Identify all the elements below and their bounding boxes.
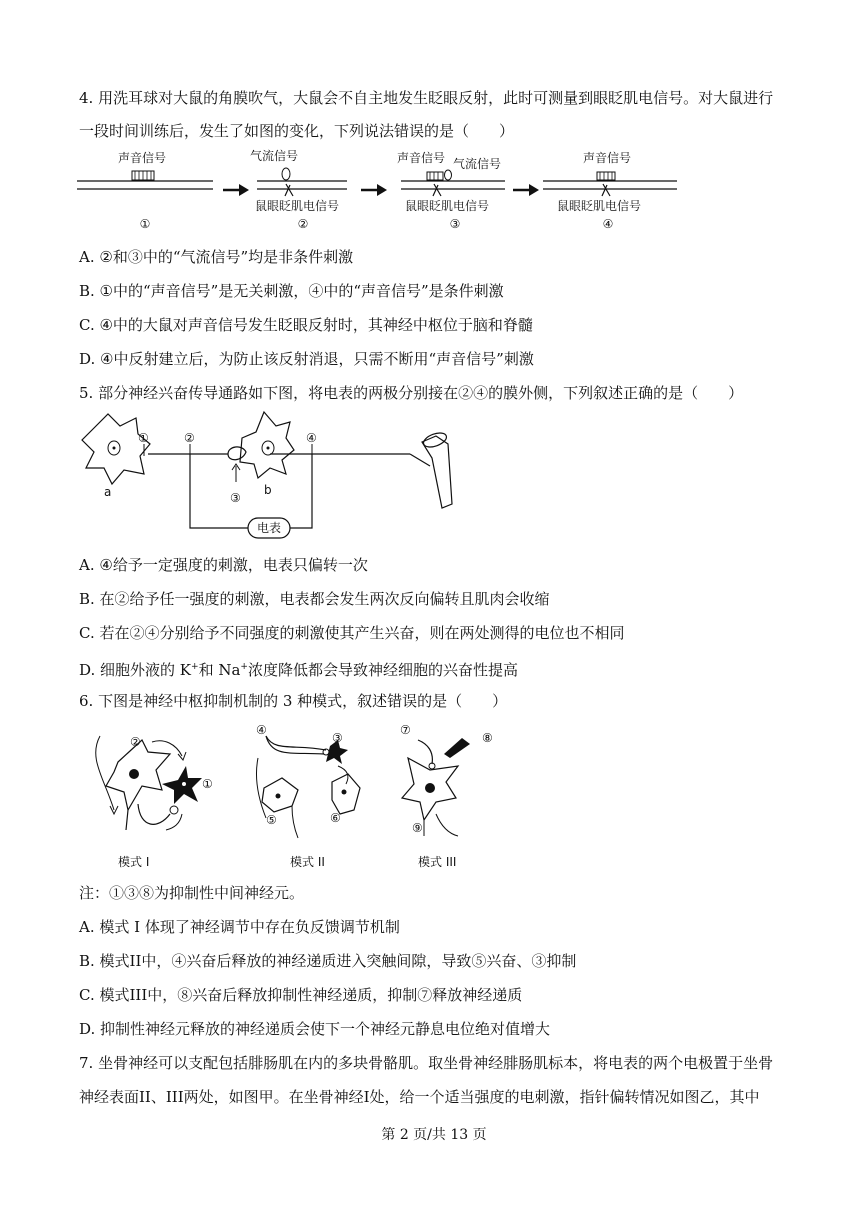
q5-option-d: D. 细胞外液的 K+和 Na+浓度降低都会导致神经细胞的兴奋性提高 xyxy=(79,661,518,679)
q5-label-b: b xyxy=(264,483,272,497)
q6-label-9: ⑨ xyxy=(412,821,423,835)
q6-label-5: ⑤ xyxy=(266,813,277,827)
q4-panel-4-bottom-label: 鼠眼眨肌电信号 xyxy=(557,199,642,213)
q6-mode-1 xyxy=(96,735,213,869)
q4-option-a: A. ②和③中的“气流信号”均是非条件刺激 xyxy=(79,248,354,266)
q5-option-b: B. 在②给予任一强度的刺激，电表都会发生两次反向偏转且肌肉会收缩 xyxy=(79,590,550,608)
q4-panel-1-top-label: 声音信号 xyxy=(118,151,167,165)
q4-option-b: B. ①中的“声音信号”是无关刺激，④中的“声音信号”是条件刺激 xyxy=(79,282,504,300)
q5-label-2: ② xyxy=(184,431,195,445)
q6-option-b: B. 模式II中，④兴奋后释放的神经递质进入突触间隙，导致⑤兴奋、③抑制 xyxy=(79,952,577,970)
q5-meter-label: 电表 xyxy=(256,521,282,535)
q4-panel-2-top-label: 气流信号 xyxy=(250,149,299,163)
q4-panel-2-number: ② xyxy=(297,217,309,231)
q6-label-2: ② xyxy=(130,735,141,749)
q4-panel-4-number: ④ xyxy=(602,217,614,231)
q5-option-c: C. 若在②④分别给予不同强度的刺激使其产生兴奋，则在两处测得的电位也不相同 xyxy=(79,624,625,642)
q5-label-3: ③ xyxy=(230,491,241,505)
q6-option-a: A. 模式 I 体现了神经调节中存在负反馈调节机制 xyxy=(79,918,400,936)
q6-label-6: ⑥ xyxy=(330,811,341,825)
q6-option-d: D. 抑制性神经元释放的神经递质会使下一个神经元静息电位绝对值增大 xyxy=(79,1020,551,1038)
q6-label-7: ⑦ xyxy=(400,723,411,737)
q6-figure xyxy=(78,718,518,874)
q6-mode-2 xyxy=(256,723,360,869)
q5-label-a: a xyxy=(104,485,112,499)
q4-panel-2 xyxy=(250,148,347,231)
q6-label-8: ⑧ xyxy=(482,731,493,745)
q4-panel-3-bottom-label: 鼠眼眨肌电信号 xyxy=(405,199,490,213)
q4-panel-2-bottom-label: 鼠眼眨肌电信号 xyxy=(255,199,340,213)
q6-option-c: C. 模式III中，⑧兴奋后释放抑制性神经递质，抑制⑦释放神经递质 xyxy=(79,986,523,1004)
q5-label-4: ④ xyxy=(306,431,317,445)
q4-panel-3 xyxy=(397,150,505,231)
q7-line2: 神经表面II、III两处，如图甲。在坐骨神经I处，给一个适当强度的电刺激，指针偏转情况如图乙，其中 xyxy=(79,1088,760,1106)
q6-mode-3-label: 模式 III xyxy=(418,855,457,869)
q4-panel-1 xyxy=(77,150,213,231)
q5-option-a: A. ④给予一定强度的刺激，电表只偏转一次 xyxy=(79,556,368,574)
q5-stem: 5. 部分神经兴奋传导通路如下图，将电表的两极分别接在②④的膜外侧，下列叙述正确的是（ ） xyxy=(79,384,744,402)
page-footer: 第 2 页/共 13 页 xyxy=(381,1127,487,1143)
q4-panel-4 xyxy=(543,150,677,231)
q6-note: 注：①③⑧为抑制性中间神经元。 xyxy=(79,884,305,902)
q6-stem: 6. 下图是神经中枢抑制机制的 3 种模式，叙述错误的是（ ） xyxy=(79,692,508,710)
q4-panel-4-top-label: 声音信号 xyxy=(583,151,632,165)
q4-panel-3-number: ③ xyxy=(449,217,461,231)
q4-panel-3-top-label-1: 声音信号 xyxy=(397,151,446,165)
q5-label-1: ① xyxy=(138,431,149,445)
q6-label-1: ① xyxy=(202,777,213,791)
q4-option-c: C. ④中的大鼠对声音信号发生眨眼反射时，其神经中枢位于脑和脊髓 xyxy=(79,316,533,334)
q4-figure xyxy=(75,148,695,238)
q6-label-4: ④ xyxy=(256,723,267,737)
q4-panel-1-number: ① xyxy=(139,217,151,231)
q7-line1: 7. 坐骨神经可以支配包括腓肠肌在内的多块骨骼肌。取坐骨神经腓肠肌标本，将电表的两个电极置于坐骨 xyxy=(79,1054,774,1072)
q4-stem-line2: 一段时间训练后，发生了如图的变化，下列说法错误的是（ ） xyxy=(79,122,515,140)
q4-panel-3-top-label-2: 气流信号 xyxy=(453,157,502,171)
q6-mode-3 xyxy=(400,723,493,869)
q4-stem-line1: 4. 用洗耳球对大鼠的角膜吹气，大鼠会不自主地发生眨眼反射，此时可测量到眼眨肌电信号。对大鼠进行 xyxy=(79,89,774,107)
q6-label-3: ③ xyxy=(332,731,343,745)
q4-option-d: D. ④中反射建立后，为防止该反射消退，只需不断用“声音信号”刺激 xyxy=(79,350,534,368)
q6-mode-2-label: 模式 II xyxy=(290,855,325,869)
q5-figure xyxy=(80,408,460,548)
q6-mode-1-label: 模式 I xyxy=(118,855,150,869)
